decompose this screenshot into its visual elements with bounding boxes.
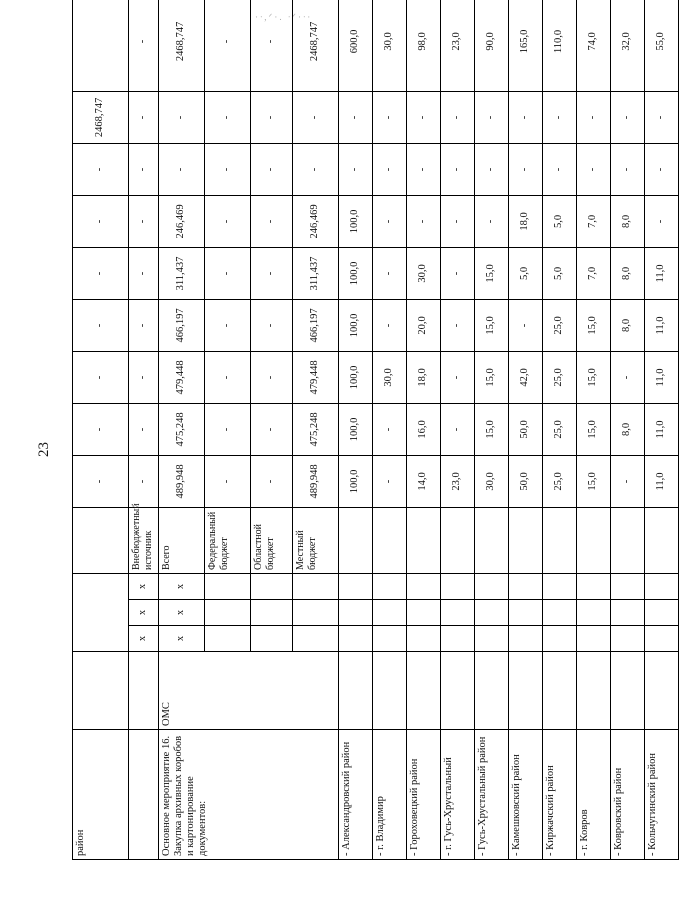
table-row-district bbox=[441, 0, 475, 860]
value-cell: 8,0 bbox=[611, 299, 645, 351]
value-cell: - bbox=[205, 351, 251, 403]
table-row-district bbox=[339, 0, 373, 860]
value-cell: 311,437 bbox=[293, 247, 339, 299]
district-name: - Гороховецкий район bbox=[407, 730, 441, 860]
activity-label: Основное мероприятие 16. Закупка архивных коробов и картонирование документов: bbox=[159, 730, 339, 860]
value-cell: 98,0 bbox=[407, 0, 441, 91]
value-cell: 5,0 bbox=[543, 195, 577, 247]
value-cell: - bbox=[543, 143, 577, 195]
district-name: - г. Владимир bbox=[373, 730, 407, 860]
value-cell: 25,0 bbox=[543, 403, 577, 455]
value-cell: 30,0 bbox=[373, 0, 407, 91]
value-cell: 11,0 bbox=[645, 403, 679, 455]
table-row-district bbox=[611, 0, 645, 860]
value-cell: 5,0 bbox=[543, 247, 577, 299]
value-cell: 15,0 bbox=[475, 299, 509, 351]
value-cell: 15,0 bbox=[577, 351, 611, 403]
value-cell: - bbox=[205, 91, 251, 143]
value-cell: 8,0 bbox=[611, 247, 645, 299]
table-row-source bbox=[129, 0, 159, 860]
value-cell: - bbox=[475, 91, 509, 143]
top-row-value: - bbox=[73, 247, 129, 299]
value-cell: 14,0 bbox=[407, 455, 441, 507]
value-cell: - bbox=[251, 247, 293, 299]
budget-table bbox=[72, 0, 679, 860]
value-cell: 25,0 bbox=[543, 351, 577, 403]
value-cell: 246,469 bbox=[159, 195, 205, 247]
value-cell: 23,0 bbox=[441, 455, 475, 507]
value-cell: - bbox=[251, 0, 293, 91]
value-cell: 42,0 bbox=[509, 351, 543, 403]
value-cell: 7,0 bbox=[577, 247, 611, 299]
value-cell: 15,0 bbox=[577, 403, 611, 455]
value-cell: 100,0 bbox=[339, 195, 373, 247]
table-row-district bbox=[543, 0, 577, 860]
value-cell: - bbox=[205, 403, 251, 455]
value-cell: - bbox=[373, 195, 407, 247]
value-cell: - bbox=[475, 143, 509, 195]
value-cell: 23,0 bbox=[441, 0, 475, 91]
source-name: Внебюджетный источник bbox=[129, 507, 159, 573]
value-cell: 2468,747 bbox=[159, 0, 205, 91]
table-row-district bbox=[373, 0, 407, 860]
scan-artifact: ·ᐧ,ᐟ·. ᐧᐟ·ᐧ· bbox=[255, 12, 313, 22]
value-cell: - bbox=[441, 351, 475, 403]
value-cell: - bbox=[373, 247, 407, 299]
value-cell: 100,0 bbox=[339, 351, 373, 403]
value-cell: 100,0 bbox=[339, 247, 373, 299]
value-cell: 15,0 bbox=[475, 403, 509, 455]
value-cell: 475,248 bbox=[159, 403, 205, 455]
table-row-top bbox=[73, 0, 129, 860]
value-cell: 100,0 bbox=[339, 403, 373, 455]
value-cell: 74,0 bbox=[577, 0, 611, 91]
value-cell: 32,0 bbox=[611, 0, 645, 91]
top-row-value: 2468,747 bbox=[73, 91, 129, 143]
value-cell: - bbox=[205, 299, 251, 351]
value-cell: - bbox=[441, 195, 475, 247]
value-cell: - bbox=[251, 143, 293, 195]
value-cell: 8,0 bbox=[611, 195, 645, 247]
x-mark: x bbox=[159, 600, 205, 626]
value-cell: - bbox=[251, 299, 293, 351]
value-cell: 30,0 bbox=[475, 455, 509, 507]
value-cell: - bbox=[129, 0, 159, 91]
value-cell: 11,0 bbox=[645, 351, 679, 403]
value-cell: - bbox=[129, 247, 159, 299]
district-name: - Александровский район bbox=[339, 730, 373, 860]
value-cell: 25,0 bbox=[543, 455, 577, 507]
value-cell: 100,0 bbox=[339, 299, 373, 351]
source-name: Областной бюджет bbox=[251, 507, 293, 573]
value-cell: 11,0 bbox=[645, 299, 679, 351]
value-cell: - bbox=[611, 455, 645, 507]
value-cell: 50,0 bbox=[509, 455, 543, 507]
value-cell: 15,0 bbox=[577, 455, 611, 507]
table-row-district bbox=[407, 0, 441, 860]
value-cell: - bbox=[441, 403, 475, 455]
table-row-district bbox=[475, 0, 509, 860]
x-mark: x bbox=[129, 600, 159, 626]
executor: ОМС bbox=[159, 652, 339, 730]
value-cell: 165,0 bbox=[509, 0, 543, 91]
value-cell: 489,948 bbox=[293, 455, 339, 507]
value-cell: - bbox=[159, 91, 205, 143]
value-cell: 100,0 bbox=[339, 455, 373, 507]
value-cell: - bbox=[251, 91, 293, 143]
value-cell: - bbox=[645, 143, 679, 195]
value-cell: 311,437 bbox=[159, 247, 205, 299]
value-cell: - bbox=[251, 455, 293, 507]
top-row-value: - bbox=[73, 299, 129, 351]
value-cell: 8,0 bbox=[611, 403, 645, 455]
table-row-district bbox=[509, 0, 543, 860]
x-mark: x bbox=[129, 573, 159, 599]
district-name: - г. Ковров bbox=[577, 730, 611, 860]
value-cell: - bbox=[205, 195, 251, 247]
value-cell: - bbox=[509, 299, 543, 351]
table-body bbox=[73, 0, 679, 860]
value-cell: 5,0 bbox=[509, 247, 543, 299]
value-cell: 50,0 bbox=[509, 403, 543, 455]
value-cell: - bbox=[509, 91, 543, 143]
value-cell: - bbox=[577, 143, 611, 195]
district-name: - Камешковский район bbox=[509, 730, 543, 860]
value-cell: - bbox=[251, 403, 293, 455]
value-cell: 466,197 bbox=[159, 299, 205, 351]
value-cell: - bbox=[407, 91, 441, 143]
value-cell: 600,0 bbox=[339, 0, 373, 91]
value-cell: - bbox=[129, 143, 159, 195]
district-name: - г. Гусь-Хрустальный bbox=[441, 730, 475, 860]
value-cell: 15,0 bbox=[475, 247, 509, 299]
value-cell: - bbox=[205, 247, 251, 299]
table-row-district bbox=[645, 0, 679, 860]
table-row-district bbox=[577, 0, 611, 860]
value-cell: - bbox=[129, 91, 159, 143]
value-cell: - bbox=[205, 455, 251, 507]
value-cell: 25,0 bbox=[543, 299, 577, 351]
value-cell: - bbox=[611, 91, 645, 143]
value-cell: - bbox=[441, 143, 475, 195]
top-row-value: - bbox=[73, 143, 129, 195]
value-cell: 7,0 bbox=[577, 195, 611, 247]
top-row-value: - bbox=[73, 351, 129, 403]
value-cell: - bbox=[441, 299, 475, 351]
rotated-table-area bbox=[72, 21, 667, 860]
source-name: Всего bbox=[159, 507, 205, 573]
top-row-value: - bbox=[73, 195, 129, 247]
x-mark: x bbox=[159, 573, 205, 599]
value-cell: - bbox=[373, 403, 407, 455]
value-cell: - bbox=[373, 299, 407, 351]
value-cell: - bbox=[373, 143, 407, 195]
value-cell: - bbox=[293, 143, 339, 195]
value-cell: 479,448 bbox=[293, 351, 339, 403]
value-cell: 475,248 bbox=[293, 403, 339, 455]
value-cell: 15,0 bbox=[577, 299, 611, 351]
value-cell: - bbox=[205, 143, 251, 195]
value-cell: - bbox=[373, 455, 407, 507]
value-cell: - bbox=[611, 143, 645, 195]
value-cell: 15,0 bbox=[475, 351, 509, 403]
value-cell: 20,0 bbox=[407, 299, 441, 351]
value-cell: - bbox=[645, 91, 679, 143]
value-cell: - bbox=[159, 143, 205, 195]
value-cell: - bbox=[129, 403, 159, 455]
district-name: - Ковровский район bbox=[611, 730, 645, 860]
value-cell: 2468,747 bbox=[293, 0, 339, 91]
value-cell: - bbox=[339, 91, 373, 143]
value-cell: 18,0 bbox=[407, 351, 441, 403]
value-cell: 489,948 bbox=[159, 455, 205, 507]
value-cell: 11,0 bbox=[645, 455, 679, 507]
value-cell: 110,0 bbox=[543, 0, 577, 91]
value-cell: 18,0 bbox=[509, 195, 543, 247]
district-name: - Гусь-Хрустальный район bbox=[475, 730, 509, 860]
value-cell: - bbox=[293, 91, 339, 143]
value-cell: 16,0 bbox=[407, 403, 441, 455]
value-cell: - bbox=[205, 0, 251, 91]
value-cell: 90,0 bbox=[475, 0, 509, 91]
value-cell: 30,0 bbox=[373, 351, 407, 403]
source-name: Федеральный бюджет bbox=[205, 507, 251, 573]
value-cell: - bbox=[645, 195, 679, 247]
value-cell: - bbox=[129, 299, 159, 351]
district-name: - Кольчугинский район bbox=[645, 730, 679, 860]
x-mark: x bbox=[159, 626, 205, 652]
value-cell: - bbox=[407, 195, 441, 247]
value-cell: - bbox=[509, 143, 543, 195]
x-mark: x bbox=[129, 626, 159, 652]
value-cell: - bbox=[129, 195, 159, 247]
value-cell: - bbox=[611, 351, 645, 403]
value-cell: - bbox=[475, 195, 509, 247]
value-cell: 11,0 bbox=[645, 247, 679, 299]
value-cell: - bbox=[251, 195, 293, 247]
value-cell: 246,469 bbox=[293, 195, 339, 247]
value-cell: - bbox=[129, 351, 159, 403]
value-cell: - bbox=[441, 247, 475, 299]
value-cell: - bbox=[407, 143, 441, 195]
value-cell: - bbox=[339, 143, 373, 195]
value-cell: 30,0 bbox=[407, 247, 441, 299]
value-cell: - bbox=[129, 455, 159, 507]
value-cell: - bbox=[543, 91, 577, 143]
top-row-value: - bbox=[73, 403, 129, 455]
table-container bbox=[72, 21, 667, 860]
page-number: 23 bbox=[36, 442, 52, 457]
top-row-value: - bbox=[73, 455, 129, 507]
value-cell: 55,0 bbox=[645, 0, 679, 91]
source-name: Местный бюджет bbox=[293, 507, 339, 573]
value-cell: 466,197 bbox=[293, 299, 339, 351]
top-row-label: район bbox=[73, 730, 129, 860]
district-name: - Киржачский район bbox=[543, 730, 577, 860]
table-row-source bbox=[159, 0, 205, 860]
value-cell: 479,448 bbox=[159, 351, 205, 403]
value-cell: - bbox=[577, 91, 611, 143]
value-cell: - bbox=[251, 351, 293, 403]
value-cell: - bbox=[441, 91, 475, 143]
value-cell: - bbox=[373, 91, 407, 143]
